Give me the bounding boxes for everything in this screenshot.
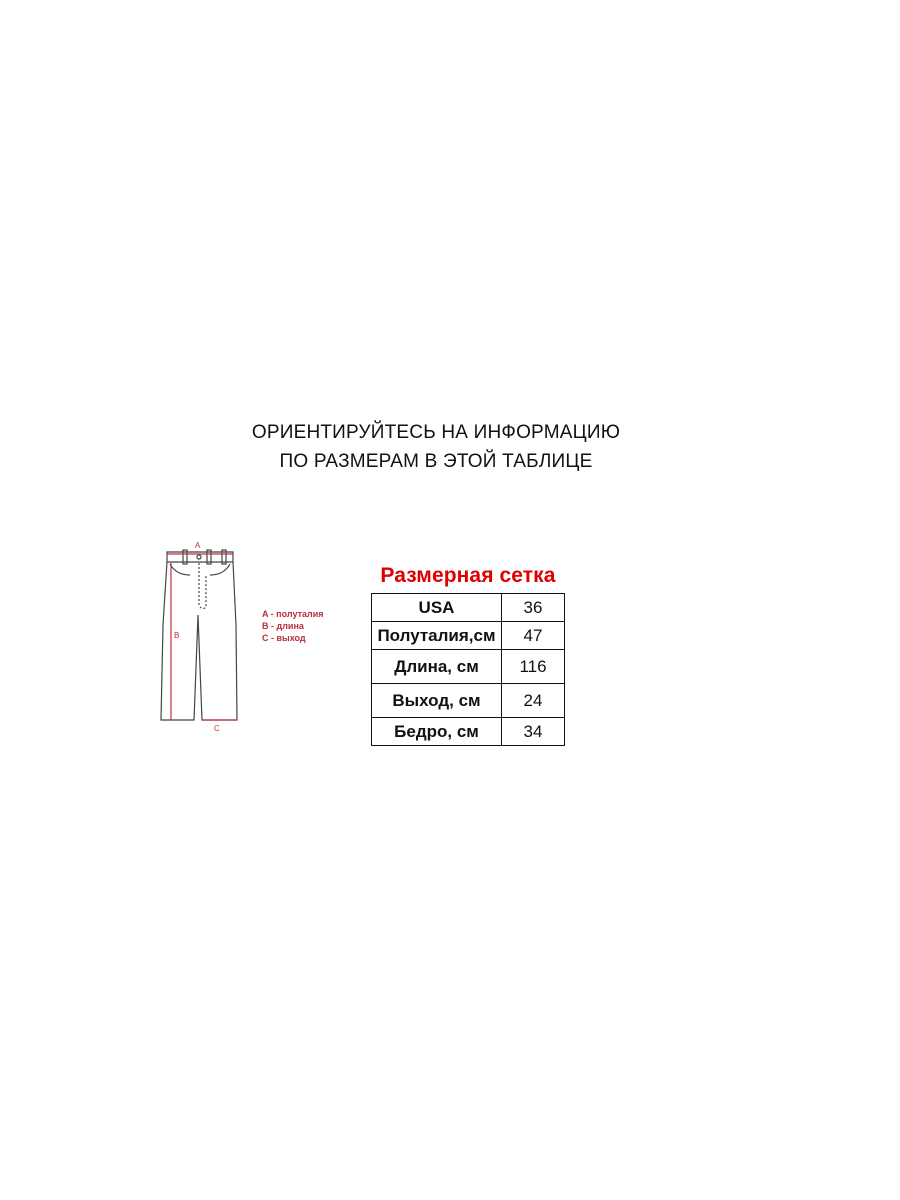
measure-c-label: C — [214, 724, 220, 733]
pants-diagram-svg — [150, 535, 260, 745]
legend-b: B - длина — [262, 621, 304, 631]
row-value-usa: 36 — [502, 594, 565, 622]
headline-line-2: ПО РАЗМЕРАМ В ЭТОЙ ТАБЛИЦЕ — [279, 451, 593, 472]
pants-silhouette — [161, 562, 237, 720]
size-table — [371, 593, 565, 746]
measure-b-label: B — [174, 631, 180, 640]
headline-line-1: ОРИЕНТИРУЙТЕСЬ НА ИНФОРМАЦИЮ — [251, 422, 621, 443]
diagram-legend — [262, 608, 324, 644]
row-value-hip: 34 — [502, 718, 565, 746]
row-label-length: Длина, см — [372, 650, 502, 684]
row-label-leg-opening: Выход, см — [372, 684, 502, 718]
table-row — [372, 718, 565, 746]
legend-a: A - полуталия — [262, 609, 324, 619]
pants-outline — [161, 550, 237, 720]
pocket-right — [210, 564, 230, 575]
row-value-length: 116 — [502, 650, 565, 684]
table-row — [372, 650, 565, 684]
row-value-half-waist: 47 — [502, 622, 565, 650]
row-value-leg-opening: 24 — [502, 684, 565, 718]
pants-diagram — [150, 535, 260, 745]
pocket-left — [170, 564, 190, 575]
size-table-title: Размерная сетка — [380, 564, 556, 587]
row-label-usa: USA — [372, 594, 502, 622]
row-label-half-waist: Полуталия,см — [372, 622, 502, 650]
legend-c: C - выход — [262, 633, 306, 643]
table-row — [372, 684, 565, 718]
table-row — [372, 622, 565, 650]
table-row — [372, 594, 565, 622]
button — [197, 555, 201, 559]
headline — [0, 418, 872, 476]
row-label-hip: Бедро, см — [372, 718, 502, 746]
measure-a-label: A — [195, 541, 201, 550]
fly-stitch — [199, 563, 206, 609]
